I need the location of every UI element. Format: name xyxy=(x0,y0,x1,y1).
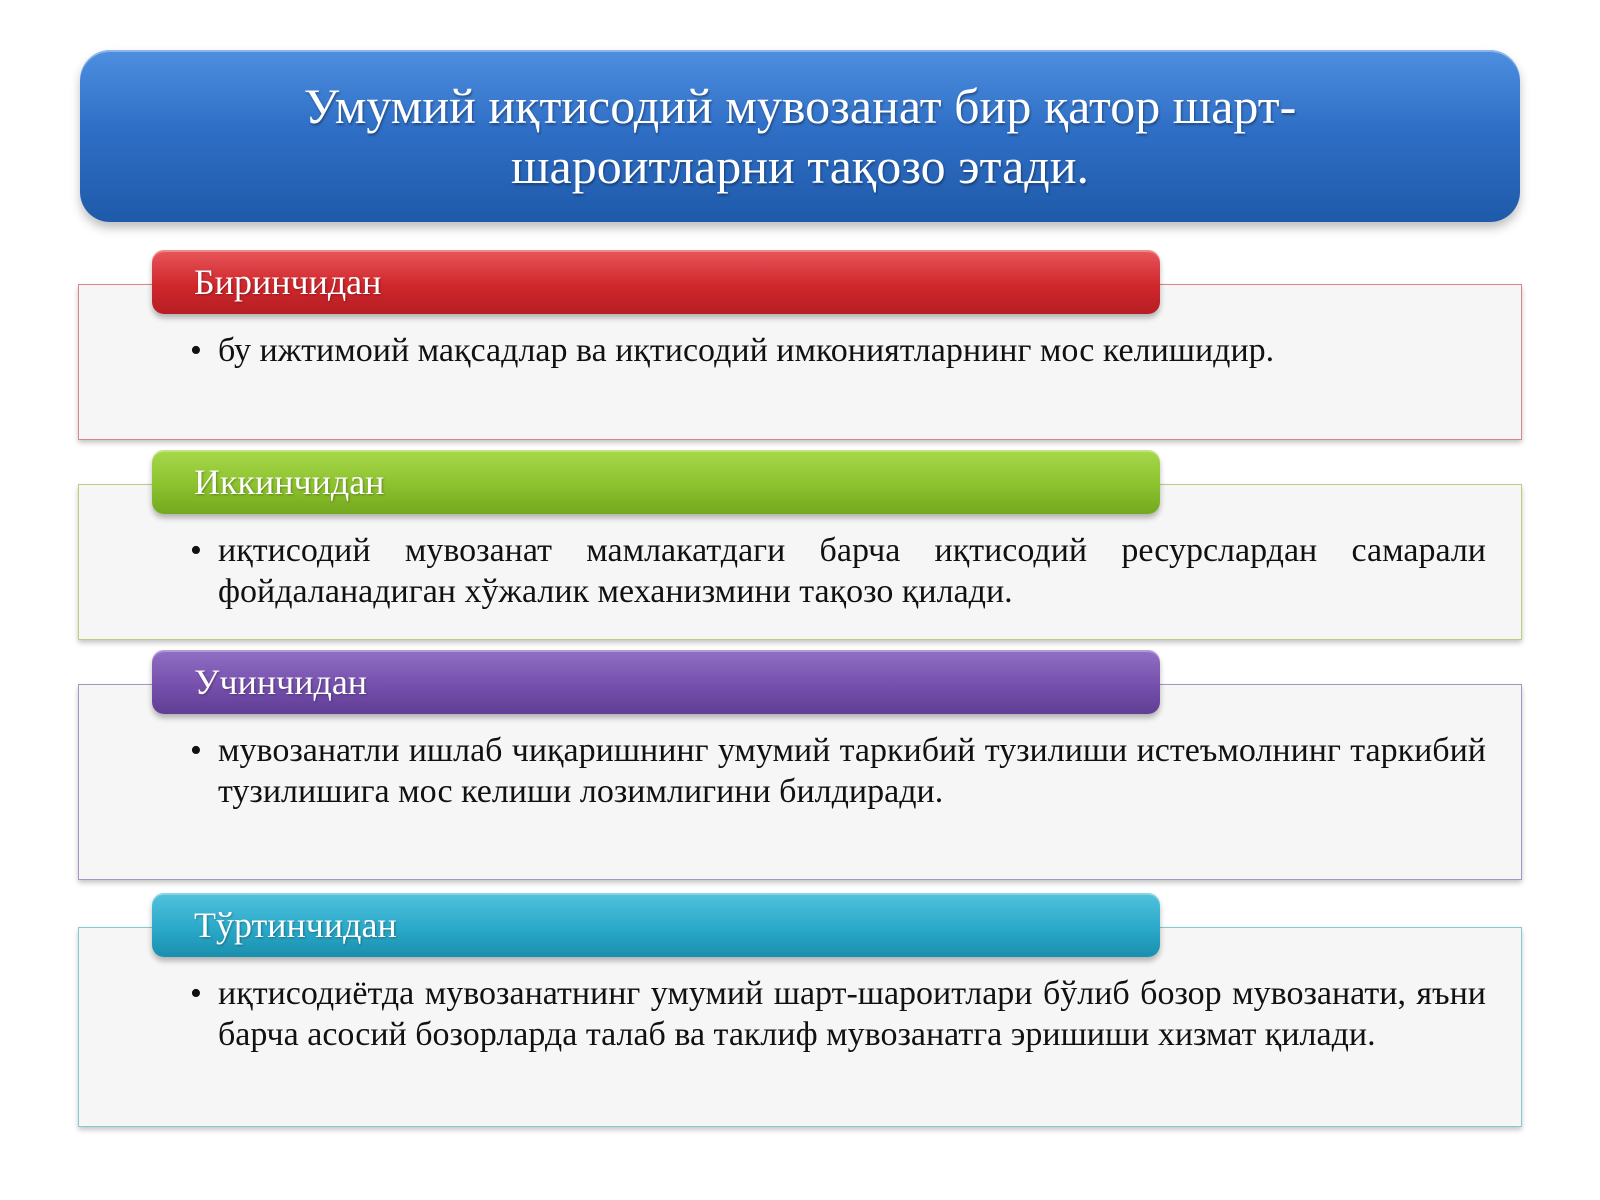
bullet-icon: • xyxy=(190,732,202,769)
bullet-icon: • xyxy=(190,532,202,569)
title-banner xyxy=(80,50,1520,222)
section-header-bar xyxy=(152,893,1160,957)
bullet-text: иқтисодиётда мувозанатнинг умумий шарт-шароитлари бўлиб бозор мувозанати, яъни барча асосий бозорларда талаб ва таклиф мувозанатга эришиши хизмат қилади. xyxy=(218,975,1486,1053)
bullet-icon: • xyxy=(190,332,202,369)
section-header-label: Учинчидан xyxy=(194,662,368,702)
section-header-label: Иккинчидан xyxy=(194,462,385,502)
section-first xyxy=(78,250,1522,440)
section-header-bar xyxy=(152,250,1160,314)
bullet-text: мувозанатли ишлаб чиқаришнинг умумий таркибий тузилиши истеъмолнинг таркибий тузилишига мос келиши лозимлигини билдиради. xyxy=(218,732,1486,810)
bullet-item xyxy=(190,730,1486,812)
section-third xyxy=(78,650,1522,880)
bullet-item xyxy=(190,330,1486,371)
section-second xyxy=(78,450,1522,640)
page-title: Умумий иқтисодий мувозанат бир қатор шарт-шароитларни тақозо этади. xyxy=(303,78,1297,194)
section-header-bar xyxy=(152,450,1160,514)
bullet-item xyxy=(190,530,1486,612)
bullet-item xyxy=(190,973,1486,1055)
bullet-icon: • xyxy=(190,975,202,1012)
section-header-label: Биринчидан xyxy=(194,262,382,302)
bullet-text: иқтисодий мувозанат мамлакатдаги барча иқтисодий ресурслардан самарали фойдаланадиган хўжалик механизмини тақозо қилади. xyxy=(218,532,1486,610)
bullet-text: бу ижтимоий мақсадлар ва иқтисодий имкониятларнинг мос келишидир. xyxy=(218,332,1275,369)
section-fourth xyxy=(78,893,1522,1127)
section-header-bar xyxy=(152,650,1160,714)
section-header-label: Тўртинчидан xyxy=(194,905,397,945)
